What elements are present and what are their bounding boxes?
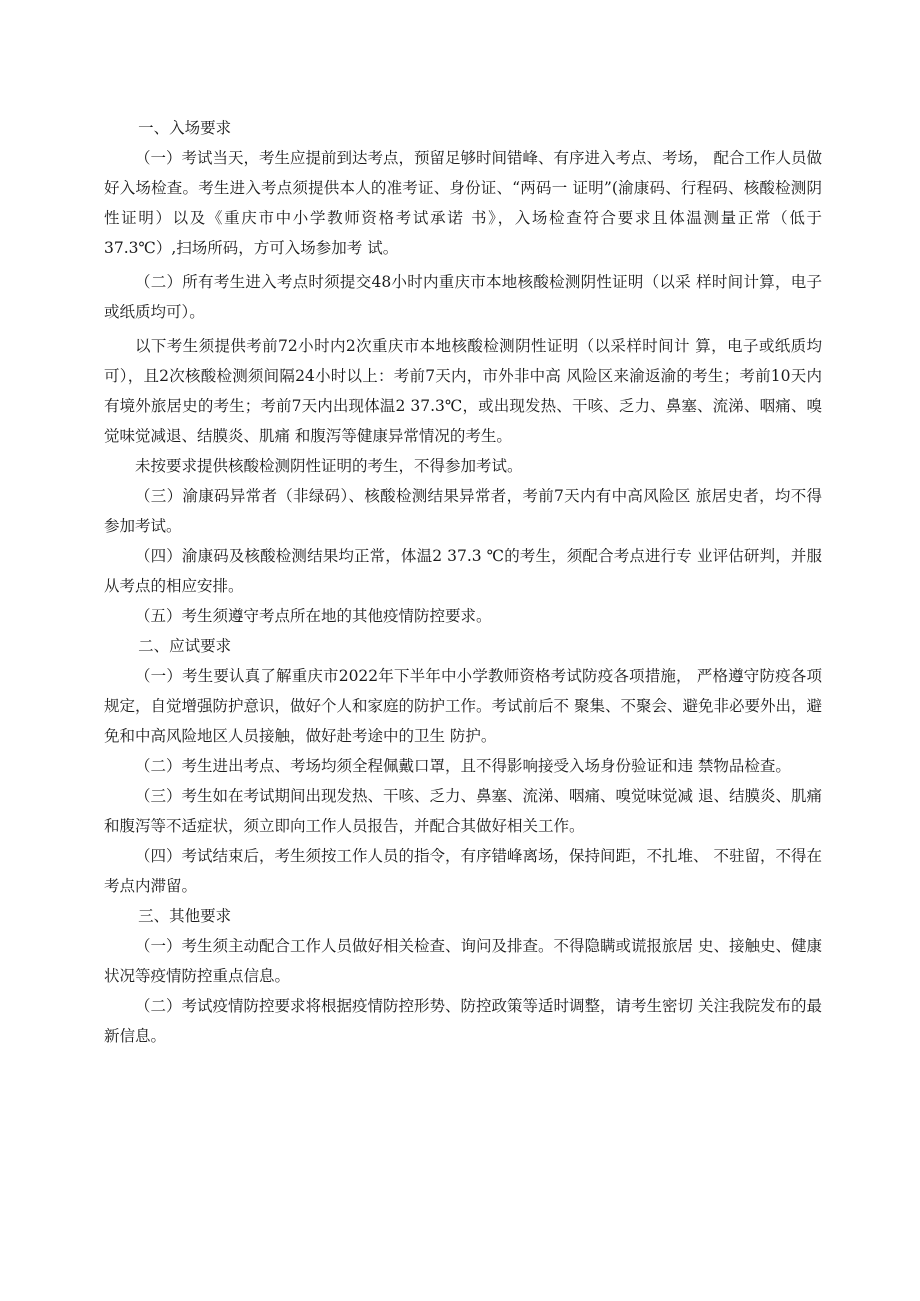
paragraph-entry-5: （三）渝康码异常者（非绿码）、核酸检测结果异常者，考前7天内有中高风险区 旅居史者，均不得参加考试。 bbox=[104, 487, 822, 535]
paragraph-entry-1: （一）考试当天，考生应提前到达考点，预留足够时间错峰、有序进入考点、考场， 配合工作人员做好入场检查。考生进入考点须提供本人的准考证、身份证、“两码一 证明”(渝康码、行程码、核酸检测阴性证明）以及《重庆市中小学教师资格考试承诺 书》，入场检查符合要求且体温测量正常（低于37.3℃）,扫场所码，方可入场参加考 试。 bbox=[104, 149, 822, 257]
paragraph-entry-6: （四）渝康码及核酸检测结果均正常，体温2 37.3 ℃的考生，须配合考点进行专 业评估研判，并服从考点的相应安排。 bbox=[104, 547, 822, 595]
section-heading-entry: 一、入场要求 bbox=[138, 119, 232, 137]
paragraph-entry-3: 以下考生须提供考前72小时内2次重庆市本地核酸检测阴性证明（以采样时间计 算，电子或纸质均可），且2次核酸检测须间隔24小时以上：考前7天内，市外非中高 风险区来渝返渝的考生；考前10天内有境外旅居史的考生；考前7天内出现体温2 37.3℃，或出现发热、干咳、乏力、鼻塞、流涕、咽痛、嗅觉味觉减退、结膜炎、肌痛 和腹泻等健康异常情况的考生。 bbox=[104, 337, 822, 445]
paragraph-other-1: （一）考生须主动配合工作人员做好相关检查、询问及排查。不得隐瞒或谎报旅居 史、接触史、健康状况等疫情防控重点信息。 bbox=[104, 937, 822, 985]
paragraph-entry-4: 未按要求提供核酸检测阴性证明的考生，不得参加考试。 bbox=[135, 457, 523, 475]
paragraph-exam-2: （二）考生进出考点、考场均须全程佩戴口罩，且不得影响接受入场身份验证和违 禁物品检查。 bbox=[135, 757, 791, 775]
document-body bbox=[104, 113, 822, 1051]
section-heading-exam: 二、应试要求 bbox=[138, 637, 232, 655]
paragraph-exam-1: （一）考生要认真了解重庆市2022年下半年中小学教师资格考试防疫各项措施， 严格遵守防疫各项规定，自觉增强防护意识，做好个人和家庭的防护工作。考试前后不 聚集、不聚会、避免非必要外出，避免和中高风险地区人员接触，做好赴考途中的卫生 防护。 bbox=[104, 667, 822, 745]
paragraph-other-2: （二）考试疫情防控要求将根据疫情防控形势、防控政策等适时调整，请考生密切 关注我院发布的最新信息。 bbox=[104, 997, 822, 1045]
paragraph-exam-4: （四）考试结束后，考生须按工作人员的指令，有序错峰离场，保持间距，不扎堆、 不驻留，不得在考点内滞留。 bbox=[104, 847, 822, 895]
paragraph-entry-2: （二）所有考生进入考点时须提交48小时内重庆市本地核酸检测阴性证明（以采 样时间计算，电子或纸质均可）。 bbox=[104, 273, 822, 321]
paragraph-entry-7: （五）考生须遵守考点所在地的其他疫情防控要求。 bbox=[135, 607, 492, 625]
section-heading-other: 三、其他要求 bbox=[138, 907, 232, 925]
paragraph-exam-3: （三）考生如在考试期间出现发热、干咳、乏力、鼻塞、流涕、咽痛、嗅觉味觉减 退、结膜炎、肌痛和腹泻等不适症状，须立即向工作人员报告，并配合其做好相关工作。 bbox=[104, 787, 822, 835]
